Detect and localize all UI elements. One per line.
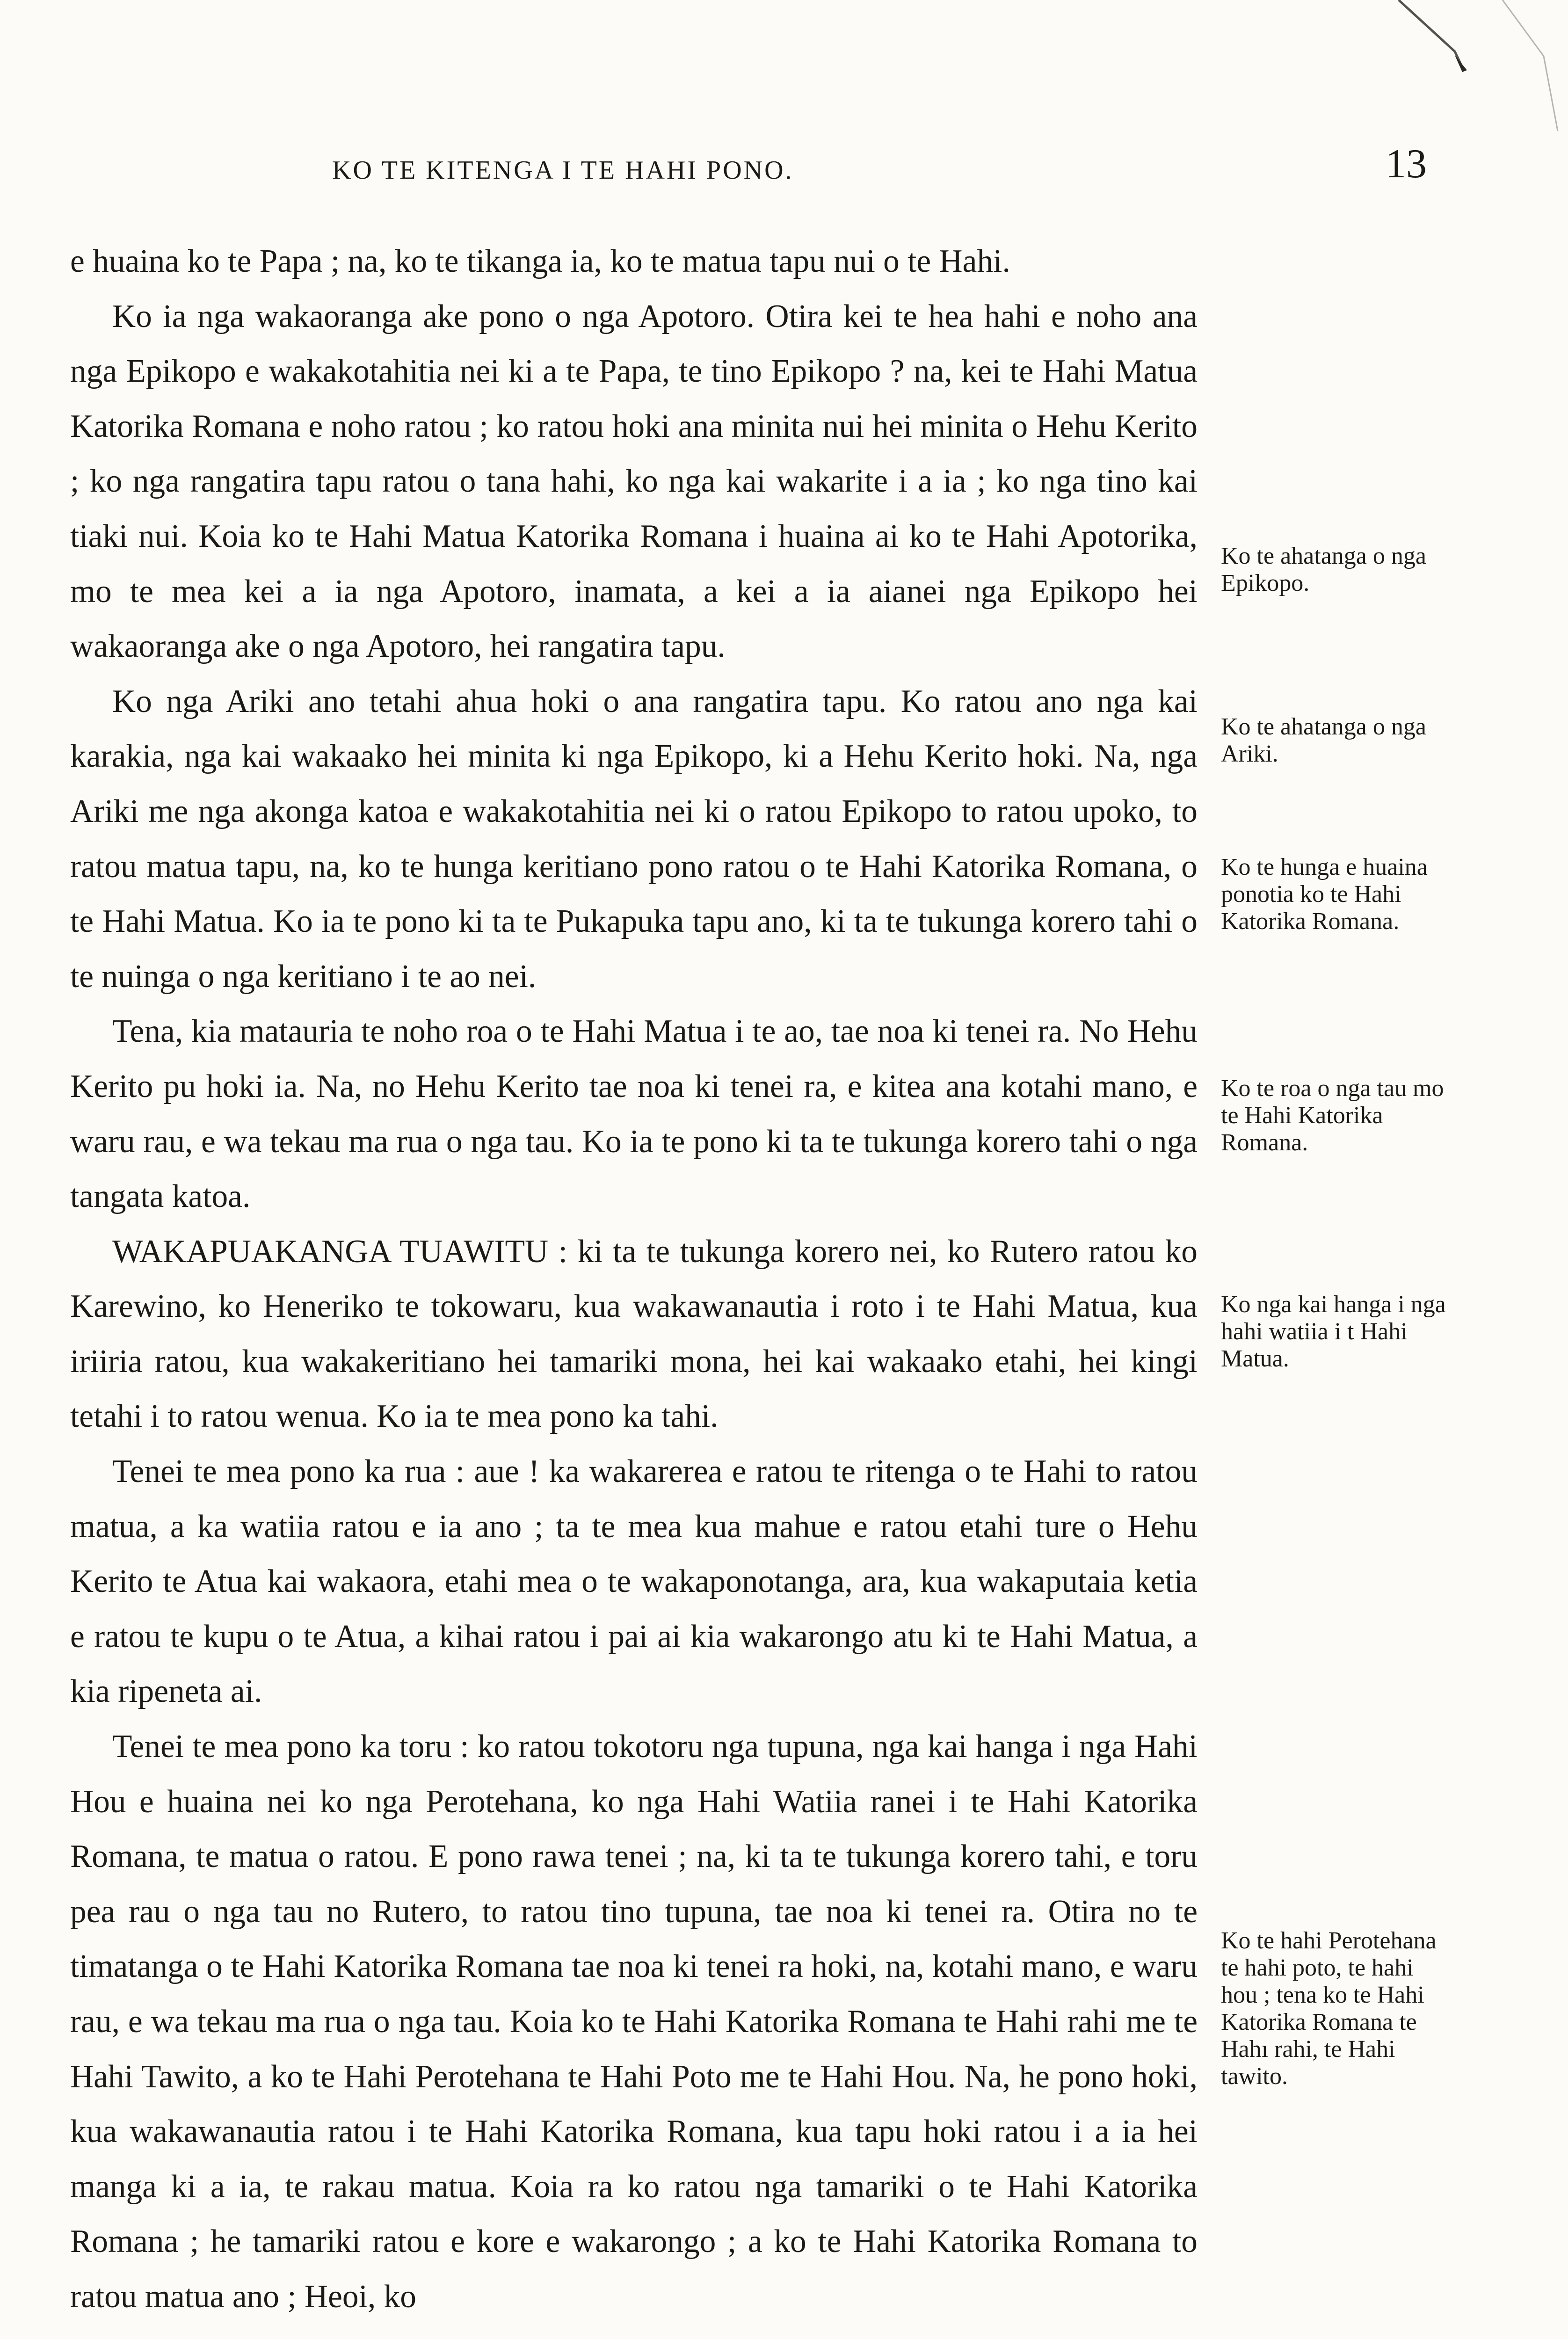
margin-note: Ko nga kai hanga i nga hahi watiia i t Hahi Matua. <box>1221 1291 1446 1372</box>
paragraph: Tenei te mea pono ka toru : ko ratou tokotoru nga tupuna, nga kai hanga i nga Hahi Hou e huaina nei ko nga Perotehana, ko nga Hahi Watiia ranei i te Hahi Katorika Romana, te matua o ratou. E pono rawa tenei ; na, ki ta te tukunga korero tahi, e toru pea rau o nga tau no Rutero, to ratou tino tupuna, tae noa ki tenei ra. Otira no te timatanga o te Hahi Katorika Romana tae noa ki tenei ra hoki, na, kotahi mano, e waru rau, e wa tekau ma rua o nga tau. Koia ko te Hahi Katorika Romana te Hahi rahi me te Hahi Tawito, a ko te Hahi Perotehana te Hahi Poto me te Hahi Hou. Na, he pono hoki, kua wakawanautia ratou i te Hahi Katorika Romana, kua tapu hoki ratou i a ia hei manga ki a ia, te rakau matua. Koia ra ko ratou nga tamariki o te Hahi Katorika Romana ; he tamariki ratou e kore e wakarongo ; a ko te Hahi Katorika Romana to ratou matua ano ; Heoi, ko <box>70 1729 1198 2315</box>
paragraph: Ko ia nga wakaoranga ake pono o nga Apotoro. Otira kei te hea hahi e noho ana nga Epikopo e wakakotahitia nei ki a te Papa, te tino Epikopo ? na, kei te Hahi Matua Katorika Romana e noho ratou ; ko ratou hoki ana minita nui hei minita o Hehu Kerito ; ko nga rangatira tapu ratou o tana hahi, ko nga kai wakarite i a ia ; ko nga tino kai tiaki nui. Koia ko te Hahi Matua Katorika Romana i huaina ai ko te Hahi Apotorika, mo te mea kei a ia nga Apotoro, inamata, a kei a ia aianei nga Epikopo hei wakaoranga ake o nga Apotoro, hei rangatira tapu. <box>70 298 1198 665</box>
main-text <box>70 234 1198 2324</box>
margin-note: Ko te hunga e huaina ponotia ko te Hahi Katorika Romana. <box>1221 854 1428 935</box>
margin-note: Ko te ahatanga o nga Epikopo. <box>1221 543 1426 596</box>
paragraph: Ko nga Ariki ano tetahi ahua hoki o ana rangatira tapu. Ko ratou ano nga kai karakia, nga kai wakaako hei minita ki nga Epikopo, ki a Hehu Kerito hoki. Na, nga Ariki me nga akonga katoa e wakakotahitia nei ki o ratou Epikopo to ratou upoko, to ratou matua tapu, na, ko te hunga keritiano pono ratou o te Hahi Katorika Romana, o te Hahi Matua. Ko ia te pono ki ta te Pukapuka tapu ano, ki ta te tukunga korero tahi o te nuinga o nga keritiano i te ao nei. <box>70 683 1198 995</box>
paragraph: e huaina ko te Papa ; na, ko te tikanga ia, ko te matua tapu nui o te Hahi. <box>70 243 1010 279</box>
paragraph: Tena, kia matauria te noho roa o te Hahi Matua i te ao, tae noa ki tenei ra. No Hehu Kerito pu hoki ia. Na, no Hehu Kerito tae noa ki tenei ra, e kitea ana kotahi mano, e waru rau, e wa tekau ma rua o nga tau. Ko ia te pono ki ta te tukunga korero tahi o nga tangata katoa. <box>70 1013 1198 1215</box>
page-header <box>70 141 1427 207</box>
running-title: KO TE KITENGA I TE HAHI PONO. <box>332 156 794 185</box>
paragraph: WAKAPUAKANGA TUAWITU : ki ta te tukunga korero nei, ko Rutero ratou ko Karewino, ko Heneriko te tokowaru, kua wakawanautia i roto i te Hahi Matua, kua iriiria ratou, kua wakakeritiano hei tamariki mona, hei kai wakaako etahi, hei kingi tetahi i to ratou wenua. Ko ia te mea pono ka tahi. <box>70 1233 1198 1435</box>
page-number: 13 <box>1386 141 1427 187</box>
margin-note: Ko te ahatanga o nga Ariki. <box>1221 713 1426 767</box>
paragraph: Tenei te mea pono ka rua : aue ! ka wakarerea e ratou te ritenga o te Hahi to ratou matua, a ka watiia ratou e ia ano ; ta te mea kua mahue e ratou etahi ture o Hehu Kerito te Atua kai wakaora, etahi mea o te wakaponotanga, ara, kua wakaputaia ketia e ratou te kupu o te Atua, a kihai ratou i pai ai kia wakarongo atu ki te Hahi Matua, a kia ripeneta ai. <box>70 1453 1198 1710</box>
margin-note: Ko te roa o nga tau mo te Hahi Katorika Romana. <box>1221 1075 1444 1156</box>
margin-note: Ko te hahi Perotehana te hahi poto, te hahi hou ; tena ko te Hahi Katorika Romana te Hahı rahi, te Hahi tawito. <box>1221 1927 1437 2090</box>
